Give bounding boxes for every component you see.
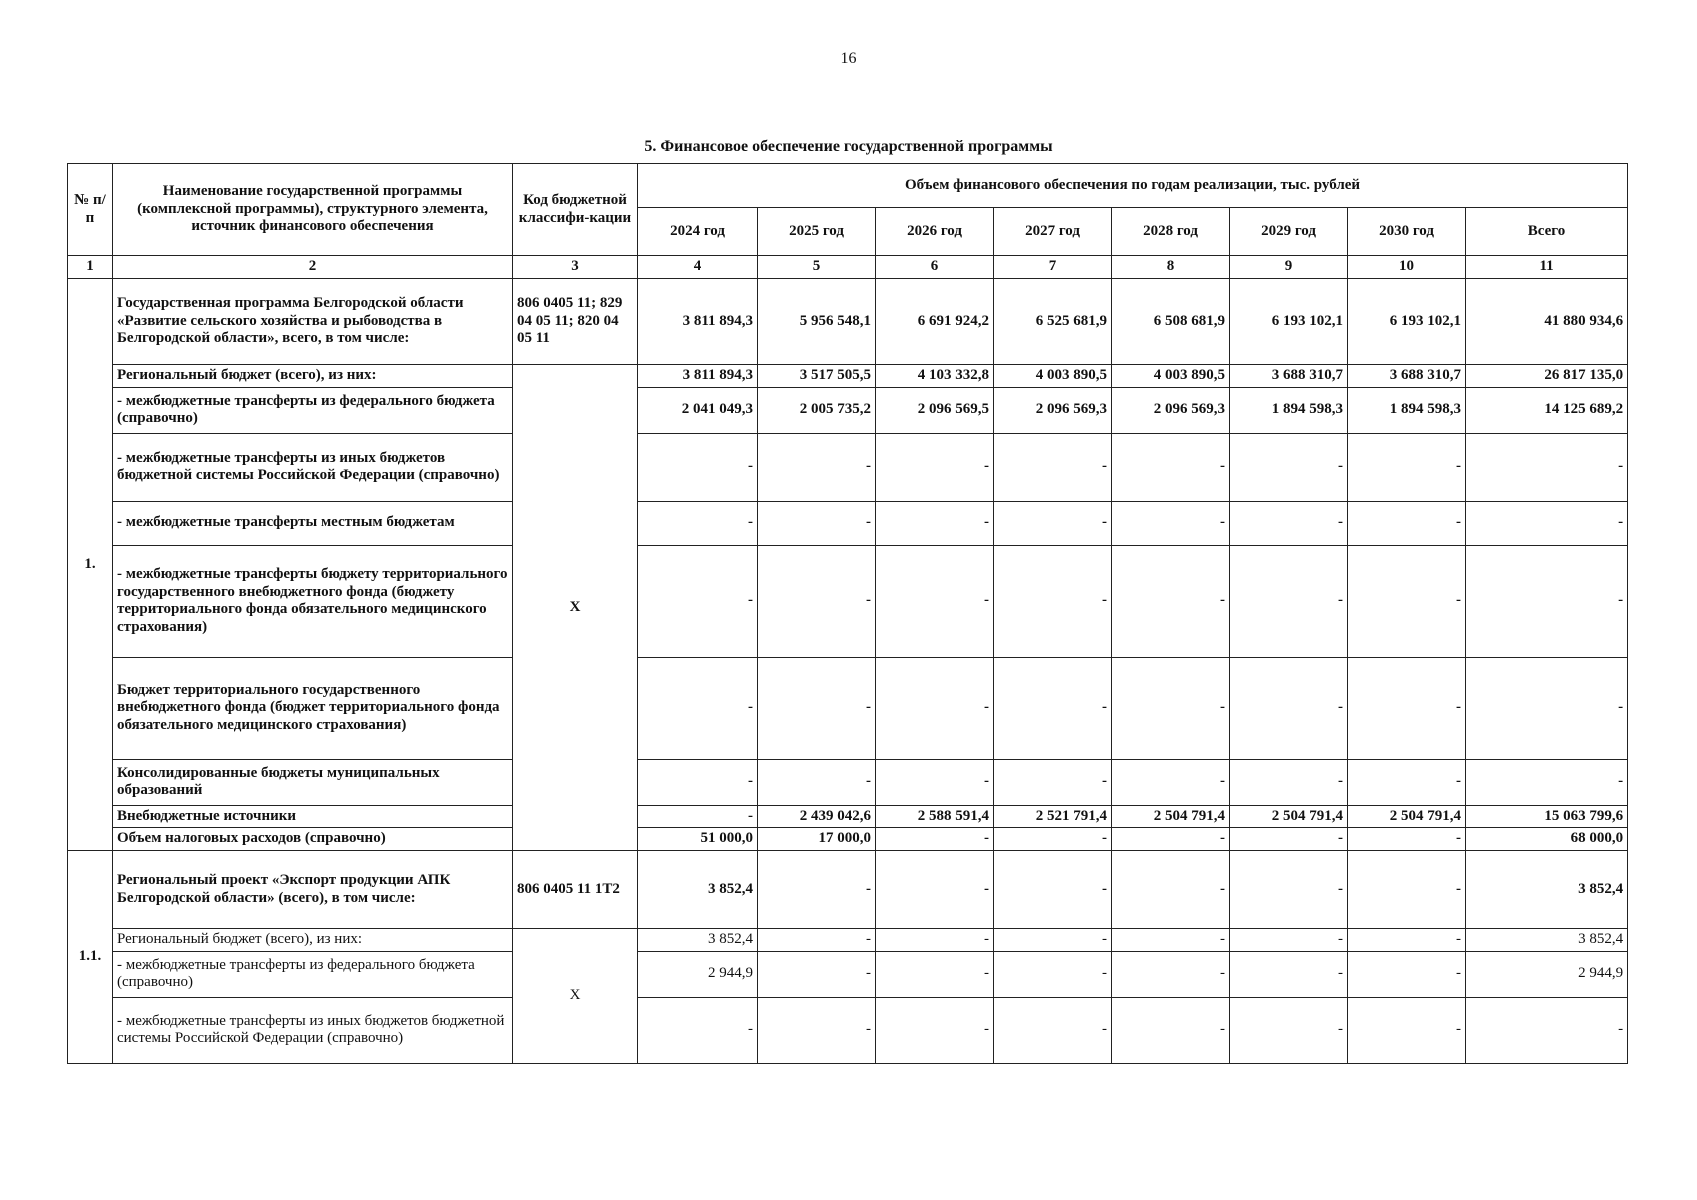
value-year: -: [1348, 433, 1466, 501]
row-number: 1.1.: [68, 851, 113, 1064]
value-year: -: [1348, 951, 1466, 997]
header-year: 2028 год: [1112, 208, 1230, 256]
row-name: - межбюджетные трансферты из федерального бюджета (справочно): [113, 387, 513, 433]
header-year: 2030 год: [1348, 208, 1466, 256]
value-year: -: [758, 997, 876, 1063]
value-year: -: [1112, 851, 1230, 929]
value-year: -: [1348, 851, 1466, 929]
value-year: -: [758, 545, 876, 657]
value-total: -: [1466, 759, 1628, 805]
row-name: Консолидированные бюджеты муниципальных образований: [113, 759, 513, 805]
header-year: 2026 год: [876, 208, 994, 256]
value-year: -: [1348, 929, 1466, 952]
value-year: -: [994, 929, 1112, 952]
value-year: -: [876, 759, 994, 805]
section-title: 5. Финансовое обеспечение государственной программы: [644, 138, 1053, 155]
column-number: 9: [1230, 256, 1348, 279]
value-year: -: [1230, 951, 1348, 997]
value-total: -: [1466, 433, 1628, 501]
budget-code: X: [513, 365, 638, 851]
value-year: 6 508 681,9: [1112, 279, 1230, 365]
value-year: 1 894 598,3: [1230, 387, 1348, 433]
value-year: -: [994, 997, 1112, 1063]
value-year: -: [876, 997, 994, 1063]
table-row: [68, 387, 1628, 433]
value-year: -: [1230, 997, 1348, 1063]
value-year: -: [638, 997, 758, 1063]
row-name: Внебюджетные источники: [113, 805, 513, 828]
value-total: 68 000,0: [1466, 828, 1628, 851]
value-year: -: [994, 545, 1112, 657]
value-year: -: [1230, 828, 1348, 851]
value-year: -: [1230, 433, 1348, 501]
row-name: Региональный бюджет (всего), из них:: [113, 929, 513, 952]
value-year: -: [994, 828, 1112, 851]
value-year: -: [758, 433, 876, 501]
column-number: 4: [638, 256, 758, 279]
value-total: -: [1466, 997, 1628, 1063]
header-name: Наименование государственной программы (комплексной программы), структурного элемента, источник финансового обеспечения: [113, 164, 513, 256]
value-year: 6 193 102,1: [1348, 279, 1466, 365]
value-year: -: [1230, 929, 1348, 952]
value-year: 2 504 791,4: [1230, 805, 1348, 828]
value-year: -: [638, 433, 758, 501]
column-number: 11: [1466, 256, 1628, 279]
value-year: -: [1112, 828, 1230, 851]
row-name: - межбюджетные трансферты местным бюджетам: [113, 501, 513, 545]
value-year: 6 525 681,9: [994, 279, 1112, 365]
column-number: 10: [1348, 256, 1466, 279]
table-row: [68, 828, 1628, 851]
table-row: [68, 929, 1628, 952]
value-total: -: [1466, 657, 1628, 759]
value-year: -: [994, 759, 1112, 805]
column-number: 7: [994, 256, 1112, 279]
value-year: -: [1348, 759, 1466, 805]
value-year: -: [1348, 828, 1466, 851]
value-year: -: [1112, 997, 1230, 1063]
value-total: 14 125 689,2: [1466, 387, 1628, 433]
value-year: 2 096 569,5: [876, 387, 994, 433]
value-year: 17 000,0: [758, 828, 876, 851]
row-name: - межбюджетные трансферты из иных бюджетов бюджетной системы Российской Федерации (справочно): [113, 433, 513, 501]
value-year: 4 003 890,5: [1112, 365, 1230, 388]
budget-code: 806 0405 11; 829 04 05 11; 820 04 05 11: [513, 279, 638, 365]
value-year: 2 944,9: [638, 951, 758, 997]
value-year: -: [1230, 545, 1348, 657]
value-year: 5 956 548,1: [758, 279, 876, 365]
value-year: 3 688 310,7: [1348, 365, 1466, 388]
value-year: -: [1348, 501, 1466, 545]
value-year: 2 041 049,3: [638, 387, 758, 433]
value-year: -: [638, 805, 758, 828]
header-volume: Объем финансового обеспечения по годам реализации, тыс. рублей: [638, 164, 1628, 208]
row-name: - межбюджетные трансферты бюджету территориального государственного внебюджетного фонда (бюджету территориального фонда обязательного медицинского страхования): [113, 545, 513, 657]
budget-code: 806 0405 11 1T2: [513, 851, 638, 929]
value-year: -: [876, 433, 994, 501]
value-total: 41 880 934,6: [1466, 279, 1628, 365]
table-row: [68, 279, 1628, 365]
value-year: 3 688 310,7: [1230, 365, 1348, 388]
value-year: -: [638, 759, 758, 805]
value-year: 2 588 591,4: [876, 805, 994, 828]
value-year: -: [1112, 759, 1230, 805]
header-year: 2027 год: [994, 208, 1112, 256]
value-year: -: [638, 545, 758, 657]
column-number: 8: [1112, 256, 1230, 279]
table-row: [68, 805, 1628, 828]
value-year: 3 852,4: [638, 929, 758, 952]
value-year: 4 103 332,8: [876, 365, 994, 388]
header-code: Код бюджетной классифи-кации: [513, 164, 638, 256]
value-year: 2 439 042,6: [758, 805, 876, 828]
row-name: Региональный проект «Экспорт продукции АПК Белгородской области» (всего), в том числе:: [113, 851, 513, 929]
budget-code: X: [513, 929, 638, 1064]
page-number: 16: [840, 50, 857, 67]
row-name: Объем налоговых расходов (справочно): [113, 828, 513, 851]
table-row: [68, 997, 1628, 1063]
value-year: 3 811 894,3: [638, 365, 758, 388]
value-year: -: [994, 501, 1112, 545]
value-total: -: [1466, 545, 1628, 657]
table-row: [68, 433, 1628, 501]
table-row: [68, 365, 1628, 388]
value-year: -: [994, 951, 1112, 997]
header-total: Всего: [1466, 208, 1628, 256]
value-year: -: [1112, 433, 1230, 501]
table-row: [68, 851, 1628, 929]
financing-table: [67, 163, 1628, 1064]
value-year: -: [1348, 545, 1466, 657]
row-number: 1.: [68, 279, 113, 851]
column-number: 2: [113, 256, 513, 279]
column-number: 3: [513, 256, 638, 279]
value-total: 3 852,4: [1466, 929, 1628, 952]
row-name: Бюджет территориального государственного внебюджетного фонда (бюджет территориального фонда обязательного медицинского страхования): [113, 657, 513, 759]
value-year: -: [876, 929, 994, 952]
value-year: 3 517 505,5: [758, 365, 876, 388]
value-year: 2 504 791,4: [1112, 805, 1230, 828]
value-year: -: [638, 657, 758, 759]
value-year: -: [1348, 997, 1466, 1063]
value-year: 3 811 894,3: [638, 279, 758, 365]
value-year: -: [758, 759, 876, 805]
value-year: -: [876, 851, 994, 929]
header-year: 2025 год: [758, 208, 876, 256]
value-total: 2 944,9: [1466, 951, 1628, 997]
value-year: -: [1112, 951, 1230, 997]
row-name: Региональный бюджет (всего), из них:: [113, 365, 513, 388]
value-year: 2 096 569,3: [1112, 387, 1230, 433]
value-year: 2 504 791,4: [1348, 805, 1466, 828]
value-year: 2 096 569,3: [994, 387, 1112, 433]
value-year: -: [1112, 929, 1230, 952]
value-year: 2 005 735,2: [758, 387, 876, 433]
value-year: -: [1230, 851, 1348, 929]
table-row: [68, 545, 1628, 657]
value-year: -: [758, 851, 876, 929]
column-number: 1: [68, 256, 113, 279]
header-num: № п/п: [68, 164, 113, 256]
value-year: -: [638, 501, 758, 545]
value-year: -: [1112, 657, 1230, 759]
table-row: [68, 657, 1628, 759]
value-year: -: [1230, 501, 1348, 545]
header-year: 2029 год: [1230, 208, 1348, 256]
value-year: -: [1112, 545, 1230, 657]
value-year: -: [758, 657, 876, 759]
value-year: -: [1348, 657, 1466, 759]
header-year: 2024 год: [638, 208, 758, 256]
column-number: 6: [876, 256, 994, 279]
row-name: Государственная программа Белгородской области «Развитие сельского хозяйства и рыбоводства в Белгородской области», всего, в том числе:: [113, 279, 513, 365]
value-year: -: [994, 433, 1112, 501]
column-number: 5: [758, 256, 876, 279]
value-total: 15 063 799,6: [1466, 805, 1628, 828]
value-year: -: [994, 851, 1112, 929]
row-name: - межбюджетные трансферты из иных бюджетов бюджетной системы Российской Федерации (справочно): [113, 997, 513, 1063]
value-year: -: [876, 951, 994, 997]
value-year: -: [876, 657, 994, 759]
row-name: - межбюджетные трансферты из федерального бюджета (справочно): [113, 951, 513, 997]
value-year: -: [994, 657, 1112, 759]
value-total: 3 852,4: [1466, 851, 1628, 929]
value-year: 3 852,4: [638, 851, 758, 929]
value-year: 4 003 890,5: [994, 365, 1112, 388]
value-year: -: [876, 501, 994, 545]
value-year: 6 691 924,2: [876, 279, 994, 365]
value-total: 26 817 135,0: [1466, 365, 1628, 388]
value-year: -: [876, 828, 994, 851]
value-year: -: [1230, 657, 1348, 759]
value-year: 1 894 598,3: [1348, 387, 1466, 433]
value-year: 2 521 791,4: [994, 805, 1112, 828]
value-year: 51 000,0: [638, 828, 758, 851]
table-row: [68, 759, 1628, 805]
value-year: -: [876, 545, 994, 657]
value-total: -: [1466, 501, 1628, 545]
table-row: [68, 501, 1628, 545]
value-year: 6 193 102,1: [1230, 279, 1348, 365]
value-year: -: [1112, 501, 1230, 545]
table-row: [68, 951, 1628, 997]
value-year: -: [758, 929, 876, 952]
value-year: -: [1230, 759, 1348, 805]
value-year: -: [758, 951, 876, 997]
value-year: -: [758, 501, 876, 545]
